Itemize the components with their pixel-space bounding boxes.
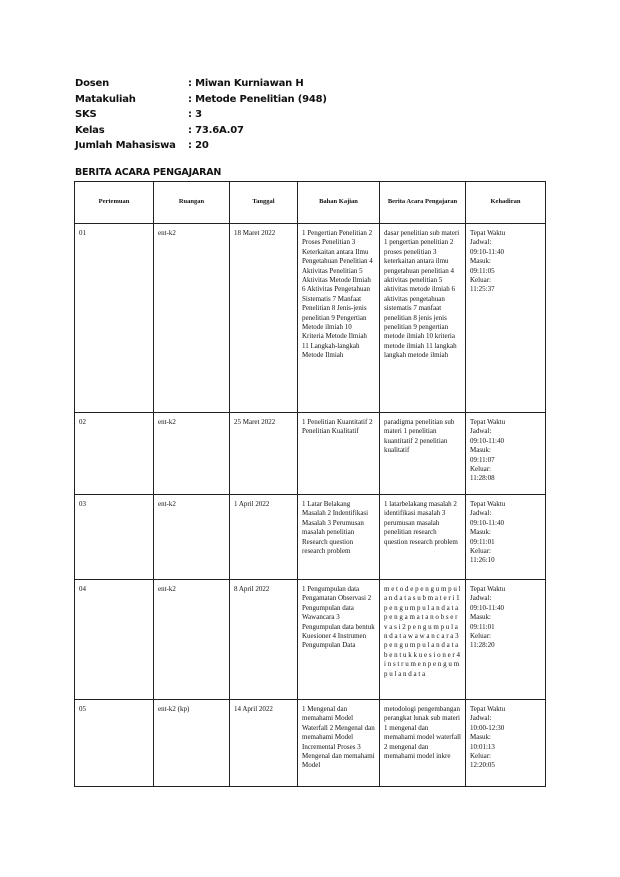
kehadiran-masuk-label: Masuk: — [470, 528, 491, 537]
cell-kehadiran — [466, 224, 546, 413]
matakuliah-label: Matakuliah — [75, 93, 136, 105]
cell-kehadiran — [466, 413, 546, 495]
cell-pertemuan: 04 — [75, 580, 154, 700]
kehadiran-jadwal-label: Jadwal: — [470, 238, 492, 247]
header-pertemuan: Pertemuan — [75, 182, 154, 224]
header-tanggal: Tanggal — [230, 182, 298, 224]
cell-pertemuan: 05 — [75, 700, 154, 787]
cell-bahan-kajian: 1 Penelitian Kuantitatif 2 Penelitian Kualitatif — [298, 413, 380, 495]
cell-pertemuan: 03 — [75, 495, 154, 580]
kehadiran-keluar-label: Keluar: — [470, 547, 491, 556]
kehadiran-jadwal-value: 09:10-11:40 — [470, 603, 504, 612]
kehadiran-keluar-label: Keluar: — [470, 632, 491, 641]
cell-tanggal: 1 April 2022 — [230, 495, 298, 580]
sks-value: : 3 — [188, 109, 202, 121]
cell-tanggal: 14 April 2022 — [230, 700, 298, 787]
cell-berita-acara: paradigma penelitian sub materi 1 penelitian kuantitatif 2 penelitian kualitatif — [380, 413, 466, 495]
kehadiran-keluar-value: 11:25:37 — [470, 285, 495, 294]
kehadiran-jadwal-label: Jadwal: — [470, 594, 492, 603]
kehadiran-keluar-value: 11:28:08 — [470, 474, 495, 483]
table-header-row — [75, 182, 546, 224]
cell-berita-acara: metodologi pengembangan perangkat lunak sub materi 1 mengenal dan memahami model waterfall 2 mengenal dan memahami model inkre — [380, 700, 466, 787]
kehadiran-masuk-label: Masuk: — [470, 613, 491, 622]
cell-bahan-kajian: 1 Pengertian Penelitian 2 Proses Penelitian 3 Keterkaitan antara Ilmu Pengetahuan Penelitian 4 Aktivitas Penelitian 5 Aktivitas Metode Ilmiah 6 Aktivitas Pengetahuan Sistematis 7 Manfaat Penelitian 8 Jenis-jenis penelitian 9 Pengertian Metode ilmiah 10 Kriteria Metode Ilmiah 11 Langkah-langkah Metode Ilmiah — [298, 224, 380, 413]
cell-pertemuan: 01 — [75, 224, 154, 413]
kehadiran-jadwal-value: 09:10-11:40 — [470, 518, 504, 527]
cell-ruangan: ent-k2 — [154, 224, 230, 413]
kehadiran-keluar-value: 12:20:05 — [470, 761, 495, 770]
matakuliah-value: : Metode Penelitian (948) — [188, 93, 327, 105]
header-berita-acara: Berita Acara Pengajaran — [380, 182, 466, 224]
cell-tanggal: 18 Maret 2022 — [230, 224, 298, 413]
kehadiran-masuk-label: Masuk: — [470, 733, 491, 742]
kehadiran-status: Tepat Waktu — [470, 500, 506, 508]
table-row — [75, 413, 546, 495]
dosen-label: Dosen — [75, 78, 110, 89]
cell-ruangan: ent-k2 — [154, 413, 230, 495]
cell-kehadiran — [466, 495, 546, 580]
cell-berita-acara: dasar penelitian sub materi 1 pengertian penelitian 2 proses penelitian 3 keterkaitan antara ilmu pengetahuan penelitian 4 aktivitas penelitian 5 aktivitas metode ilmiah 6 aktivitas pengetahuan sistematis 7 manfaat penelitian 8 jenis jenis penelitian 9 pengertian metode ilmiah 10 kriteria metode ilmiah 11 langkah langkah metode ilmiah — [380, 224, 466, 413]
cell-bahan-kajian: 1 Pengumpulan data Pengamatan Observasi 2 Pengumpulan data Wawancara 3 Pengumpulan data bentuk Kuesioner 4 Instrumen Pengumpulan Data — [298, 580, 380, 700]
kehadiran-masuk-value: 09:11:01 — [470, 537, 495, 546]
kehadiran-masuk-value: 09:11:05 — [470, 266, 495, 275]
kehadiran-jadwal-label: Jadwal: — [470, 714, 492, 723]
kehadiran-masuk-value: 09:11:07 — [470, 455, 495, 464]
cell-bahan-kajian: 1 Latar Belakang Masalah 2 Indentifikasi Masalah 3 Perumusan masalah penelitian Research question research problem — [298, 495, 380, 580]
cell-berita-acara: 1 latarbelakang masalah 2 identifikasi masalah 3 perumusan masalah penelitian research question research problem — [380, 495, 466, 580]
kehadiran-keluar-value: 11:26:10 — [470, 556, 495, 565]
kehadiran-status: Tepat Waktu — [470, 705, 506, 713]
cell-tanggal: 25 Maret 2022 — [230, 413, 298, 495]
kehadiran-jadwal-label: Jadwal: — [470, 427, 492, 436]
jumlah-mahasiswa-value: : 20 — [188, 140, 209, 152]
header-kehadiran: Kehadiran — [466, 182, 546, 224]
kehadiran-masuk-value: 09:11:01 — [470, 622, 495, 631]
table-row — [75, 580, 546, 700]
cell-kehadiran — [466, 700, 546, 787]
kehadiran-keluar-label: Keluar: — [470, 276, 491, 285]
header-ruangan: Ruangan — [154, 182, 230, 224]
cell-ruangan: ent-k2 (kp) — [154, 700, 230, 787]
kehadiran-masuk-label: Masuk: — [470, 446, 491, 455]
kehadiran-status: Tepat Waktu — [470, 418, 506, 426]
kehadiran-keluar-value: 11:28:20 — [470, 641, 495, 650]
table-row — [75, 700, 546, 787]
cell-kehadiran — [466, 580, 546, 700]
dosen-value: : Miwan Kurniawan H — [188, 78, 304, 89]
header-bahan-kajian: Bahan Kajian — [298, 182, 380, 224]
kehadiran-masuk-value: 10:01:13 — [470, 742, 495, 751]
cell-ruangan: ent-k2 — [154, 495, 230, 580]
kehadiran-keluar-label: Keluar: — [470, 465, 491, 474]
kelas-label: Kelas — [75, 124, 105, 136]
berita-acara-table — [74, 181, 546, 787]
kehadiran-jadwal-value: 09:10-11:40 — [470, 247, 504, 256]
table-row — [75, 495, 546, 580]
kehadiran-status: Tepat Waktu — [470, 585, 506, 593]
kehadiran-keluar-label: Keluar: — [470, 752, 491, 761]
cell-bahan-kajian: 1 Mengenal dan memahami Model Waterfall 2 Mengenal dan memahami Model Incremental Proses 3 Mengenal dan memahami Model — [298, 700, 380, 787]
kehadiran-jadwal-value: 09:10-11:40 — [470, 436, 504, 445]
cell-pertemuan: 02 — [75, 413, 154, 495]
table-row — [75, 224, 546, 413]
kelas-value: : 73.6A.07 — [188, 124, 244, 136]
sks-label: SKS — [75, 109, 97, 121]
kehadiran-jadwal-value: 10:00-12:30 — [470, 723, 505, 732]
cell-ruangan: ent-k2 — [154, 580, 230, 700]
cell-tanggal: 8 April 2022 — [230, 580, 298, 700]
section-title: BERITA ACARA PENGAJARAN — [75, 167, 222, 178]
cell-berita-acara: m e t o d e p e n g u m p u l a n d a t a s u b m a t e r i 1 p e n g u m p u l a n d a t a p e n g a m a t a n o b s e r v a s i 2 p e n g u m p u l a n d a t a w a w a n c a r a 3 p e n g u m p u l a n d a t a b e n t u k k u e s i o n e r 4 i n s t r u m e n p e n g u m p u l a n d a t a — [380, 580, 466, 700]
jumlah-mahasiswa-label: Jumlah Mahasiswa — [75, 140, 176, 152]
kehadiran-masuk-label: Masuk: — [470, 257, 491, 266]
kehadiran-jadwal-label: Jadwal: — [470, 509, 492, 518]
kehadiran-status: Tepat Waktu — [470, 229, 506, 237]
